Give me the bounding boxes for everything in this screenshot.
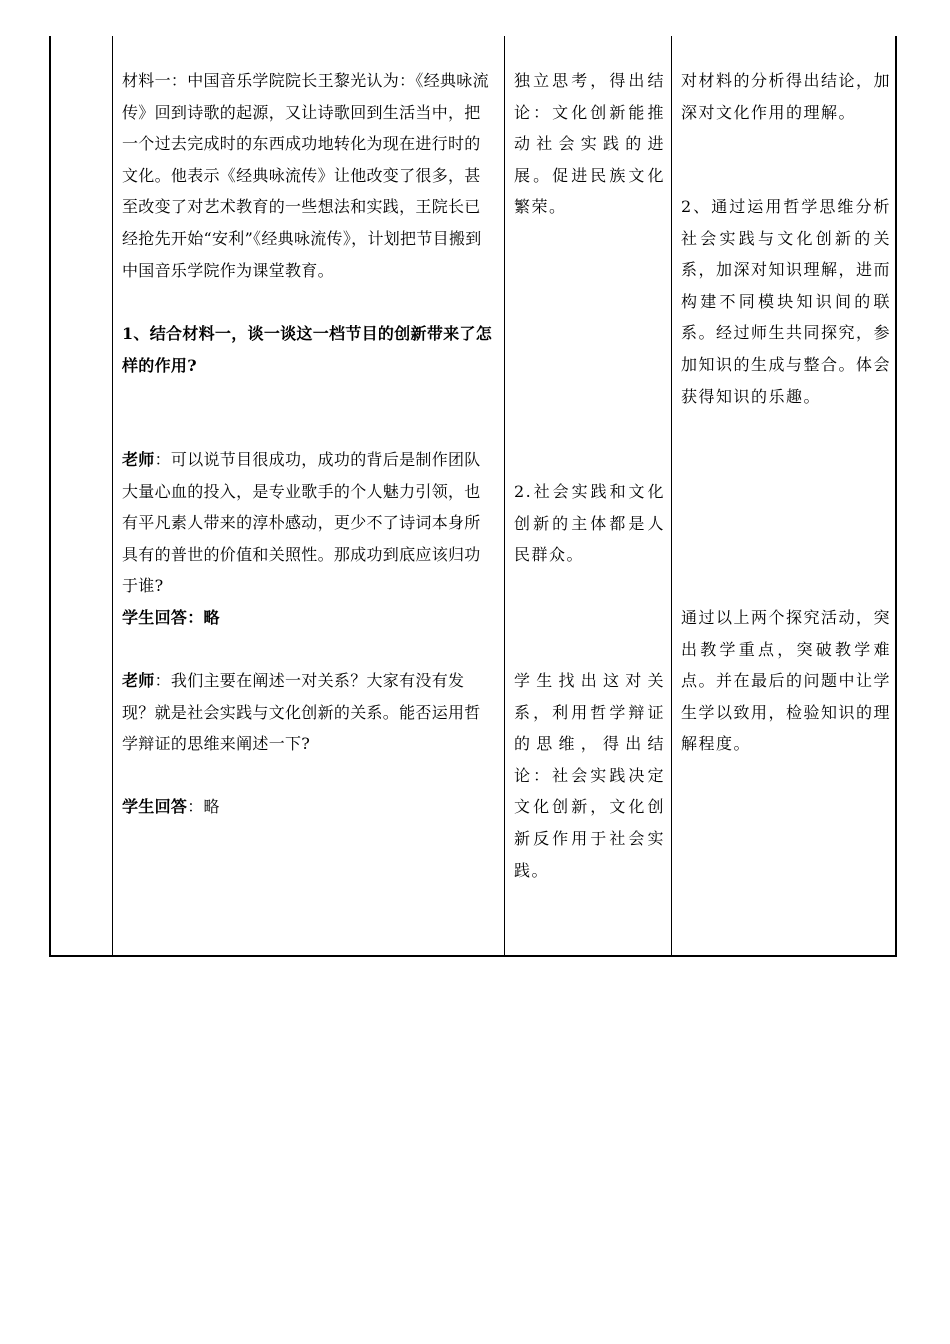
material-one-text: 材料一：中国音乐学院院长王黎光认为：《经典咏流传》回到诗歌的起源，又让诗歌回到生活当中，把一个过去完成时的东西成功地转化为现在进行时的文化。他表示《经典咏流传》让他改变了很多，甚至改变了对艺术教育的一些想法和实践，王院长已经抢先开始“安利”《经典咏流传》，计划把节目搬到中国音乐学院作为课堂教育。 xyxy=(122,71,489,280)
table-column-teaching-process xyxy=(112,36,504,955)
student-activity-1: 独立思考，得出结论：文化创新能推动社会实践的进展。促进民族文化繁荣。 xyxy=(514,71,665,217)
table-column-student-activity xyxy=(504,36,671,955)
teacher-remark-text: ：可以说节目很成功，成功的背后是制作团队大量心血的投入，是专业歌手的个人魅力引领，也有平凡素人带来的淳朴感动，更少不了诗词本身所具有的普世的价值和关照性。那成功到底应该归功于谁? xyxy=(122,450,481,596)
student-answer-1: 学生回答：略 xyxy=(122,608,220,627)
student-activity-2: 2.社会实践和文化创新的主体都是人民群众。 xyxy=(514,482,665,565)
question-one: 1、结合材料一，谈一谈这一档节目的创新带来了怎样的作用? xyxy=(122,324,493,375)
table-column-blank xyxy=(51,36,112,955)
student-activity-3: 学生找出这对关系，利用哲学辩证的思维，得出结论：社会实践决定文化创新，文化创新反作用于社会实践。 xyxy=(514,671,665,880)
student-answer-text: ：略 xyxy=(187,797,220,816)
design-intent-3: 通过以上两个探究活动，突出教学重点，突破教学难点。并在最后的问题中让学生学以致用，检验知识的理解程度。 xyxy=(681,608,892,754)
teacher-remark-text: ：我们主要在阐述一对关系？大家有没有发现？就是社会实践与文化创新的关系。能否运用哲学辩证的思维来阐述一下? xyxy=(122,671,481,754)
teacher-label: 老师 xyxy=(122,671,155,690)
student-label: 学生回答 xyxy=(122,797,188,816)
teacher-label: 老师 xyxy=(122,450,155,469)
design-intent-1: 对材料的分析得出结论，加深对文化作用的理解。 xyxy=(681,71,892,122)
design-intent-2: 2、通过运用哲学思维分析社会实践与文化创新的关系，加深对知识理解，进而构建不同模块知识间的联系。经过师生共同探究，参加知识的生成与整合。体会获得知识的乐趣。 xyxy=(681,197,892,406)
teacher-remark-1 xyxy=(122,444,496,602)
student-answer-2 xyxy=(122,791,496,823)
teacher-remark-2 xyxy=(122,665,496,760)
table-column-design-intent xyxy=(671,36,897,955)
lesson-table xyxy=(49,36,897,957)
